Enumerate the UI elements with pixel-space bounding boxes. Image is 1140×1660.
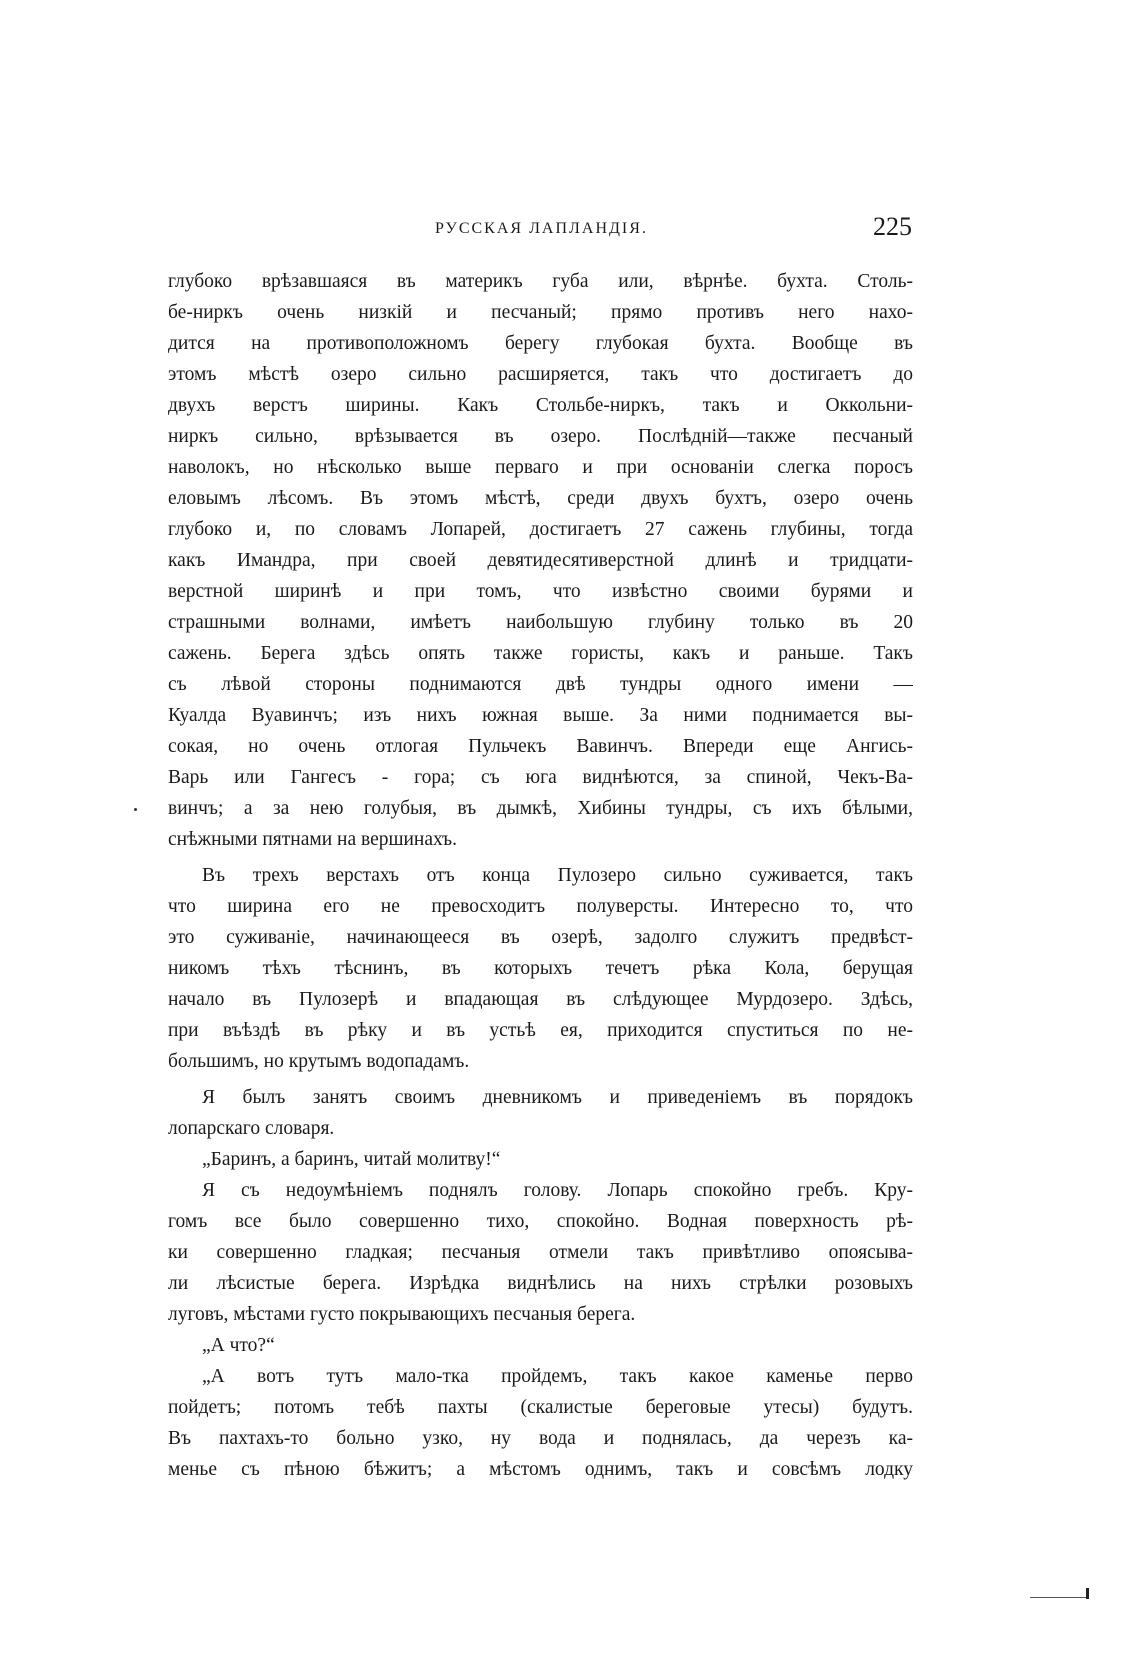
text-line: луговъ, мѣстами густо покрывающихъ песчаныя берега. xyxy=(168,1304,636,1325)
body-text xyxy=(168,266,913,1485)
page-number: 225 xyxy=(873,212,912,241)
text-line: сокая, но очень отлогая Пульчекъ Вавинчъ. Впереди еще Ангись- xyxy=(168,736,913,757)
text-line: лопарскаго словаря. xyxy=(168,1118,335,1139)
scan-edge-line xyxy=(1030,1597,1086,1598)
text-line: „А что?“ xyxy=(202,1335,275,1356)
text-line: съ лѣвой стороны поднимаются двѣ тундры одного имени — xyxy=(168,674,913,695)
page-header xyxy=(168,212,916,252)
text-line: пойдетъ; потомъ тебѣ пахты (скалистые береговые утесы) будутъ. xyxy=(168,1397,913,1418)
text-line: менье съ пѣною бѣжитъ; а мѣстомъ однимъ, такъ и совсѣмъ лодку xyxy=(168,1459,913,1480)
text-line: сажень. Берега здѣсь опять также гористы, какъ и раньше. Такъ xyxy=(168,643,913,664)
text-line: „Баринъ, а баринъ, читай молитву!“ xyxy=(202,1149,501,1170)
text-line: ки совершенно гладкая; песчаныя отмели такъ привѣтливо опоясыва- xyxy=(168,1242,913,1263)
text-line: еловымъ лѣсомъ. Въ этомъ мѣстѣ, среди двухъ бухтъ, озеро очень xyxy=(168,488,913,509)
text-line: снѣжными пятнами на вершинахъ. xyxy=(168,829,457,850)
text-line: Въ трехъ верстахъ отъ конца Пулозеро сильно суживается, такъ xyxy=(202,865,913,886)
text-line: винчъ; а за нею голубыя, въ дымкѣ, Хибины тундры, съ ихъ бѣлыми, xyxy=(168,798,913,819)
text-line: большимъ, но крутымъ водопадамъ. xyxy=(168,1051,470,1072)
text-line: Я съ недоумѣніемъ поднялъ голову. Лопарь спокойно гребъ. Кру- xyxy=(202,1180,913,1201)
text-line: страшными волнами, имѣетъ наибольшую глубину только въ 20 xyxy=(168,612,913,633)
text-line: какъ Имандра, при своей девятидесятиверстной длинѣ и тридцати- xyxy=(168,550,913,571)
text-line: Куалда Вуавинчъ; изъ нихъ южная выше. За ними поднимается вы- xyxy=(168,705,913,726)
stray-dot-mark xyxy=(134,808,137,811)
text-line: ниркъ сильно, врѣзывается въ озеро. Послѣдній—также песчаный xyxy=(168,426,913,447)
text-line: ли лѣсистые берега. Изрѣдка виднѣлись на нихъ стрѣлки розовыхъ xyxy=(168,1273,913,1294)
text-line: начало въ Пулозерѣ и впадающая въ слѣдующее Мурдозеро. Здѣсь, xyxy=(168,989,913,1010)
running-title: РУССКАЯ ЛАПЛАНДІЯ. xyxy=(435,220,648,237)
text-line: гомъ все было совершенно тихо, спокойно. Водная поверхность рѣ- xyxy=(168,1211,913,1232)
text-line: Въ пахтахъ-то больно узко, ну вода и поднялась, да черезъ ка- xyxy=(168,1428,913,1449)
text-line: никомъ тѣхъ тѣснинъ, въ которыхъ течетъ рѣка Кола, берущая xyxy=(168,958,913,979)
text-line: Варь или Гангесъ - гора; съ юга виднѣются, за спиной, Чекъ-Ва- xyxy=(168,767,913,788)
text-line: верстной ширинѣ и при томъ, что извѣстно своими бурями и xyxy=(168,581,913,602)
text-line: наволокъ, но нѣсколько выше перваго и при основаніи слегка поросъ xyxy=(168,457,913,478)
text-line: при въѣздѣ въ рѣку и въ устьѣ ея, приходится спуститься по не- xyxy=(168,1020,913,1041)
text-line: „А вотъ тутъ мало-тка пройдемъ, такъ какое каменье перво xyxy=(202,1366,913,1387)
text-line: глубоко и, по словамъ Лопарей, достигаетъ 27 сажень глубины, тогда xyxy=(168,519,913,540)
text-line: бе-ниркъ очень низкій и песчаный; прямо противъ него нахо- xyxy=(168,302,913,323)
text-line: Я былъ занятъ своимъ дневникомъ и приведеніемъ въ порядокъ xyxy=(202,1087,913,1108)
text-line: этомъ мѣстѣ озеро сильно расширяется, такъ что достигаетъ до xyxy=(168,364,913,385)
text-line: это суживаніе, начинающееся въ озерѣ, задолго служитъ предвѣст- xyxy=(168,927,913,948)
text-line: что ширина его не превосходитъ полуверсты. Интересно то, что xyxy=(168,896,913,917)
text-line: дится на противоположномъ берегу глубокая бухта. Вообще въ xyxy=(168,333,913,354)
text-line: двухъ верстъ ширины. Какъ Стольбе-ниркъ, такъ и Оккольни- xyxy=(168,395,913,416)
text-line: глубоко врѣзавшаяся въ материкъ губа или, вѣрнѣе. бухта. Столь- xyxy=(168,271,913,292)
scan-edge-tick xyxy=(1086,1588,1089,1599)
